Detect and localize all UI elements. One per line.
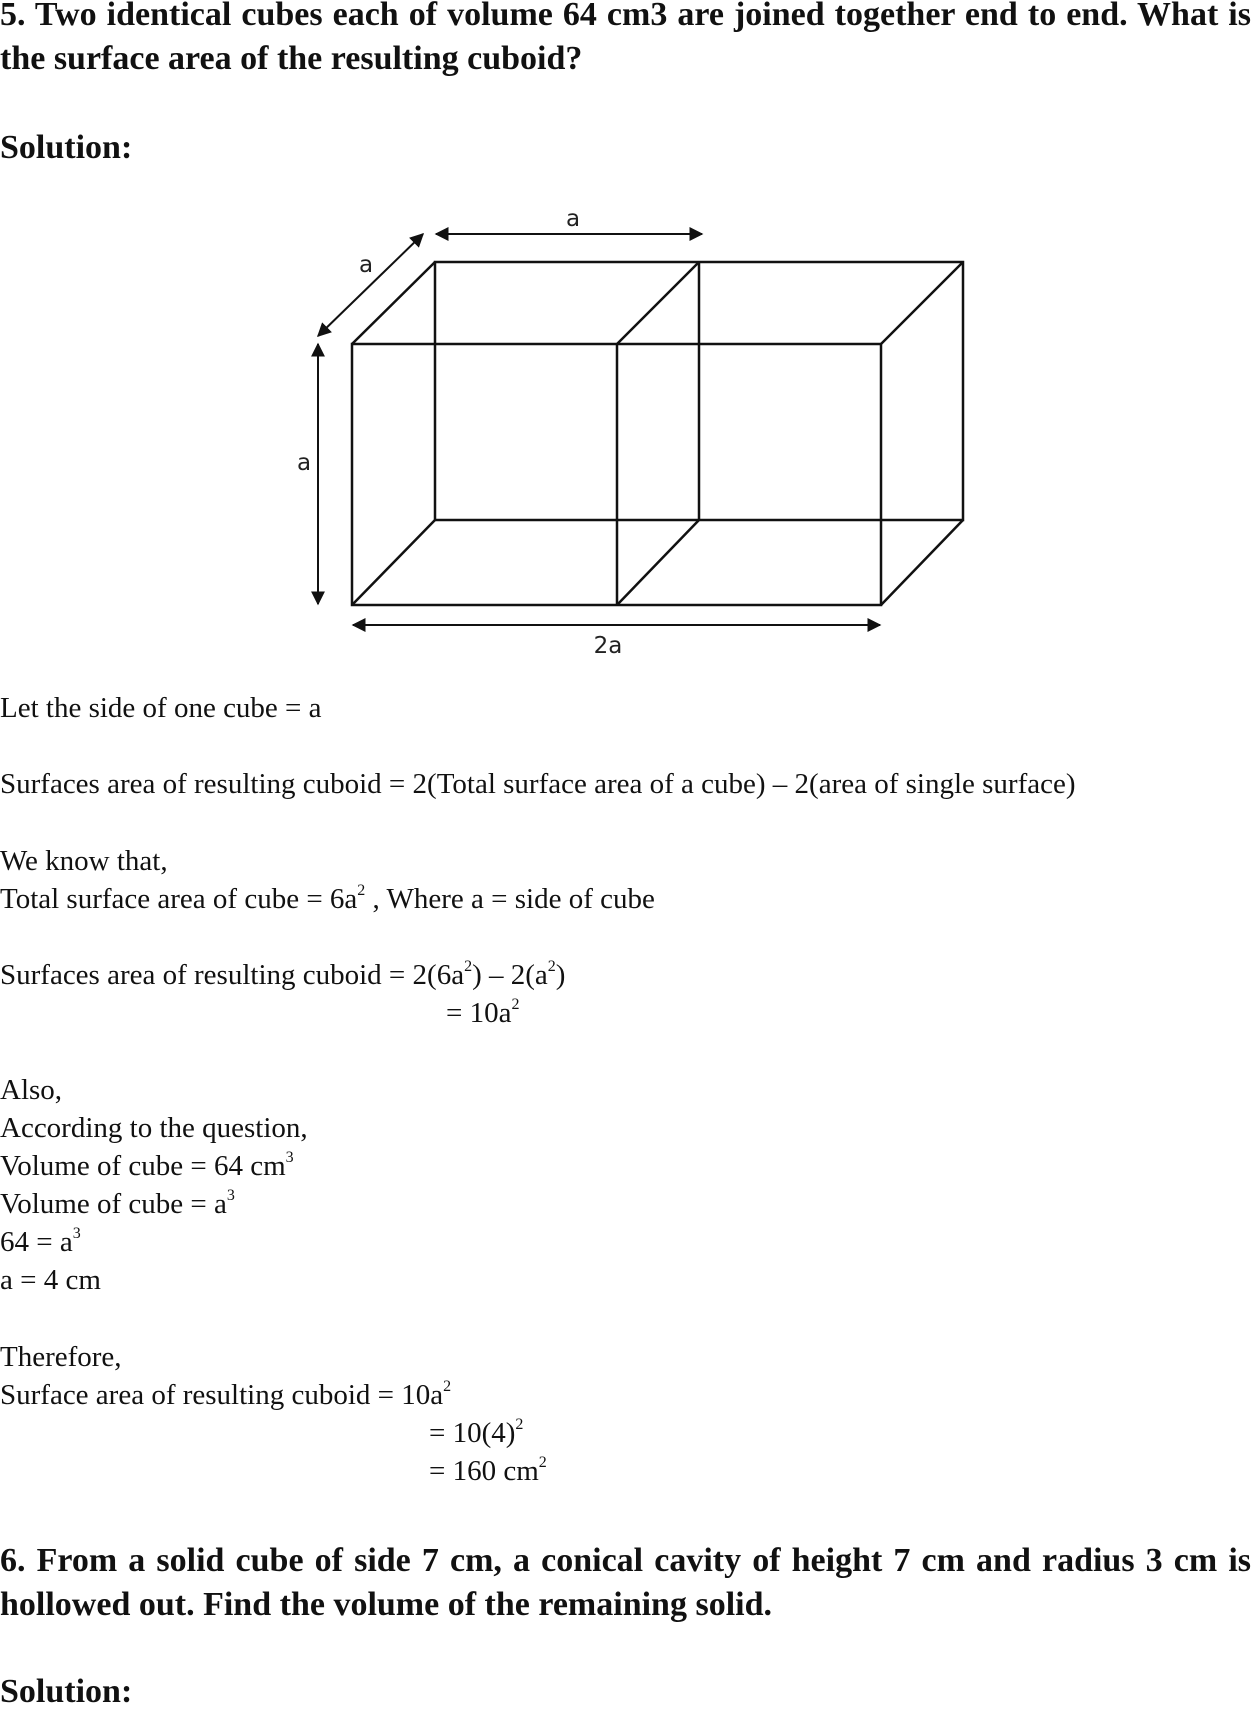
question-5-title: 5. Two identical cubes each of volume 64 cm3 are joined together end to end. What is the surface area of the resulting cuboid? (0, 0, 1251, 77)
label-height: a (296, 450, 312, 476)
line-surface-calc: Surfaces area of resulting cuboid = $2(6a^2) - 2(a^2)$ (0, 958, 566, 991)
line-total-surface-cube: Total surface area of cube = $6a^2$ , Where a = side of cube (0, 882, 655, 915)
line-volume-a3: Volume of cube = $a^3$ (0, 1187, 235, 1220)
line-surface-formula: Surfaces area of resulting cuboid = 2(Total surface area of a cube) – 2(area of single surface) (0, 768, 1076, 800)
line-volume-64: Volume of cube = 64 $cm^3$ (0, 1149, 294, 1182)
back-face (435, 262, 963, 520)
label-top: a (565, 206, 581, 232)
line-64-eq: $64 = a^3$ (0, 1225, 81, 1258)
front-face (352, 344, 881, 605)
solution-heading-5: Solution: (0, 129, 133, 166)
line-a-eq-4: a = 4 cm (0, 1264, 101, 1296)
line-therefore: Therefore, (0, 1341, 122, 1373)
line-surface-result: = $10a^2$ (446, 996, 520, 1029)
line-we-know: We know that, (0, 845, 168, 877)
line-final-sub: = $10(4)^2$ (429, 1416, 524, 1449)
line-also: Also, (0, 1074, 63, 1106)
dim-arrow-depth (318, 234, 423, 336)
solution-heading-6: Solution: (0, 1673, 133, 1710)
label-depth: a (358, 252, 374, 278)
line-final-surface: Surface area of resulting cuboid = $10a^2$ (0, 1378, 452, 1411)
edge-bottom-mid (617, 520, 699, 605)
label-bottom: 2a (593, 633, 623, 659)
edge-top-right (881, 262, 963, 344)
edge-top-left (352, 262, 435, 344)
question-6-title: 6. From a solid cube of side 7 cm, a conical cavity of height 7 cm and radius 3 cm is hollowed out. Find the volume of the remaining solid. (0, 1542, 1251, 1623)
edge-bottom-left (352, 520, 435, 605)
line-let-side: Let the side of one cube = a (0, 692, 322, 724)
edge-top-mid (617, 262, 699, 344)
line-according: According to the question, (0, 1112, 308, 1144)
line-final-answer: = 160 $cm^2$ (429, 1454, 547, 1487)
edge-bottom-right (881, 520, 963, 605)
